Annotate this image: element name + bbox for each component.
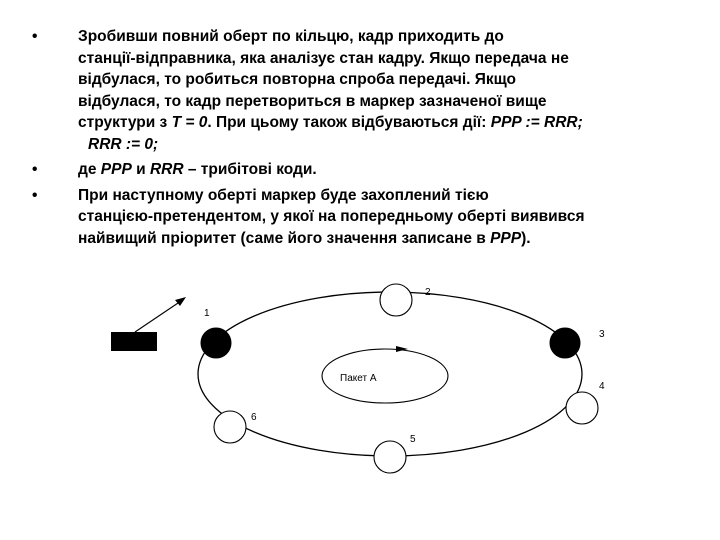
b3-line2: станцією-претендентом, у якої на попередньому оберті виявився — [78, 208, 585, 225]
b3-line1: При наступному оберті маркер буде захоплений тією — [78, 186, 489, 204]
bullet-dot: • — [32, 186, 38, 204]
b1-rrr-assign: RRR := 0; — [88, 135, 159, 153]
b1-t-zero: T = 0 — [171, 114, 208, 131]
b1-line4: відбулася, то кадр перетвориться в маркер зазначеної вище — [78, 92, 547, 110]
station-5 — [374, 441, 406, 473]
b2-and: и — [131, 161, 150, 178]
b2-ppp: PPP — [100, 161, 132, 178]
station-3 — [550, 328, 580, 358]
station-6-label: 6 — [251, 412, 257, 423]
packet-label: Пакет А — [340, 373, 377, 384]
station-1 — [201, 328, 231, 358]
station-2 — [380, 284, 412, 316]
b2-rrr: RRR — [149, 161, 184, 178]
station-4 — [566, 392, 598, 424]
b1-line5b: . При цьому також відбуваються дії: — [207, 114, 491, 131]
b3-ppp: PPP — [490, 229, 522, 247]
station-3-label: 3 — [599, 329, 605, 340]
b1-ppp-assign: PPP := RRR; — [490, 114, 583, 131]
b1-line2: станції-відправника, яка аналізує стан кадру. Якщо передача не — [78, 49, 569, 67]
marker-arrow-line — [135, 301, 181, 332]
station-5-label: 5 — [410, 434, 416, 445]
bullet-dot: • — [32, 161, 38, 178]
b1-line3: відбулася, то робиться повторна спроба передачі. Якщо — [78, 71, 516, 88]
station-4-label: 4 — [599, 381, 605, 392]
station-1-label: 1 — [204, 308, 210, 319]
bullet-dot: • — [32, 28, 38, 45]
station-2-label: 2 — [425, 287, 431, 298]
ring — [198, 292, 582, 456]
b1-line1: Зробивши повний оберт по кільцю, кадр приходить до — [78, 28, 504, 45]
b1-line5a: структури з — [78, 114, 172, 131]
b3-end: ). — [521, 229, 531, 247]
b2-de: де — [78, 161, 101, 178]
marker-arrowhead-icon — [175, 297, 186, 306]
packet-arrow-icon — [396, 346, 408, 352]
station-6 — [214, 411, 246, 443]
b3-line3: найвищий пріоритет (саме його значення записане в — [78, 229, 491, 247]
marker-block — [111, 332, 157, 351]
b2-rest: – трибітові коди. — [183, 161, 317, 178]
